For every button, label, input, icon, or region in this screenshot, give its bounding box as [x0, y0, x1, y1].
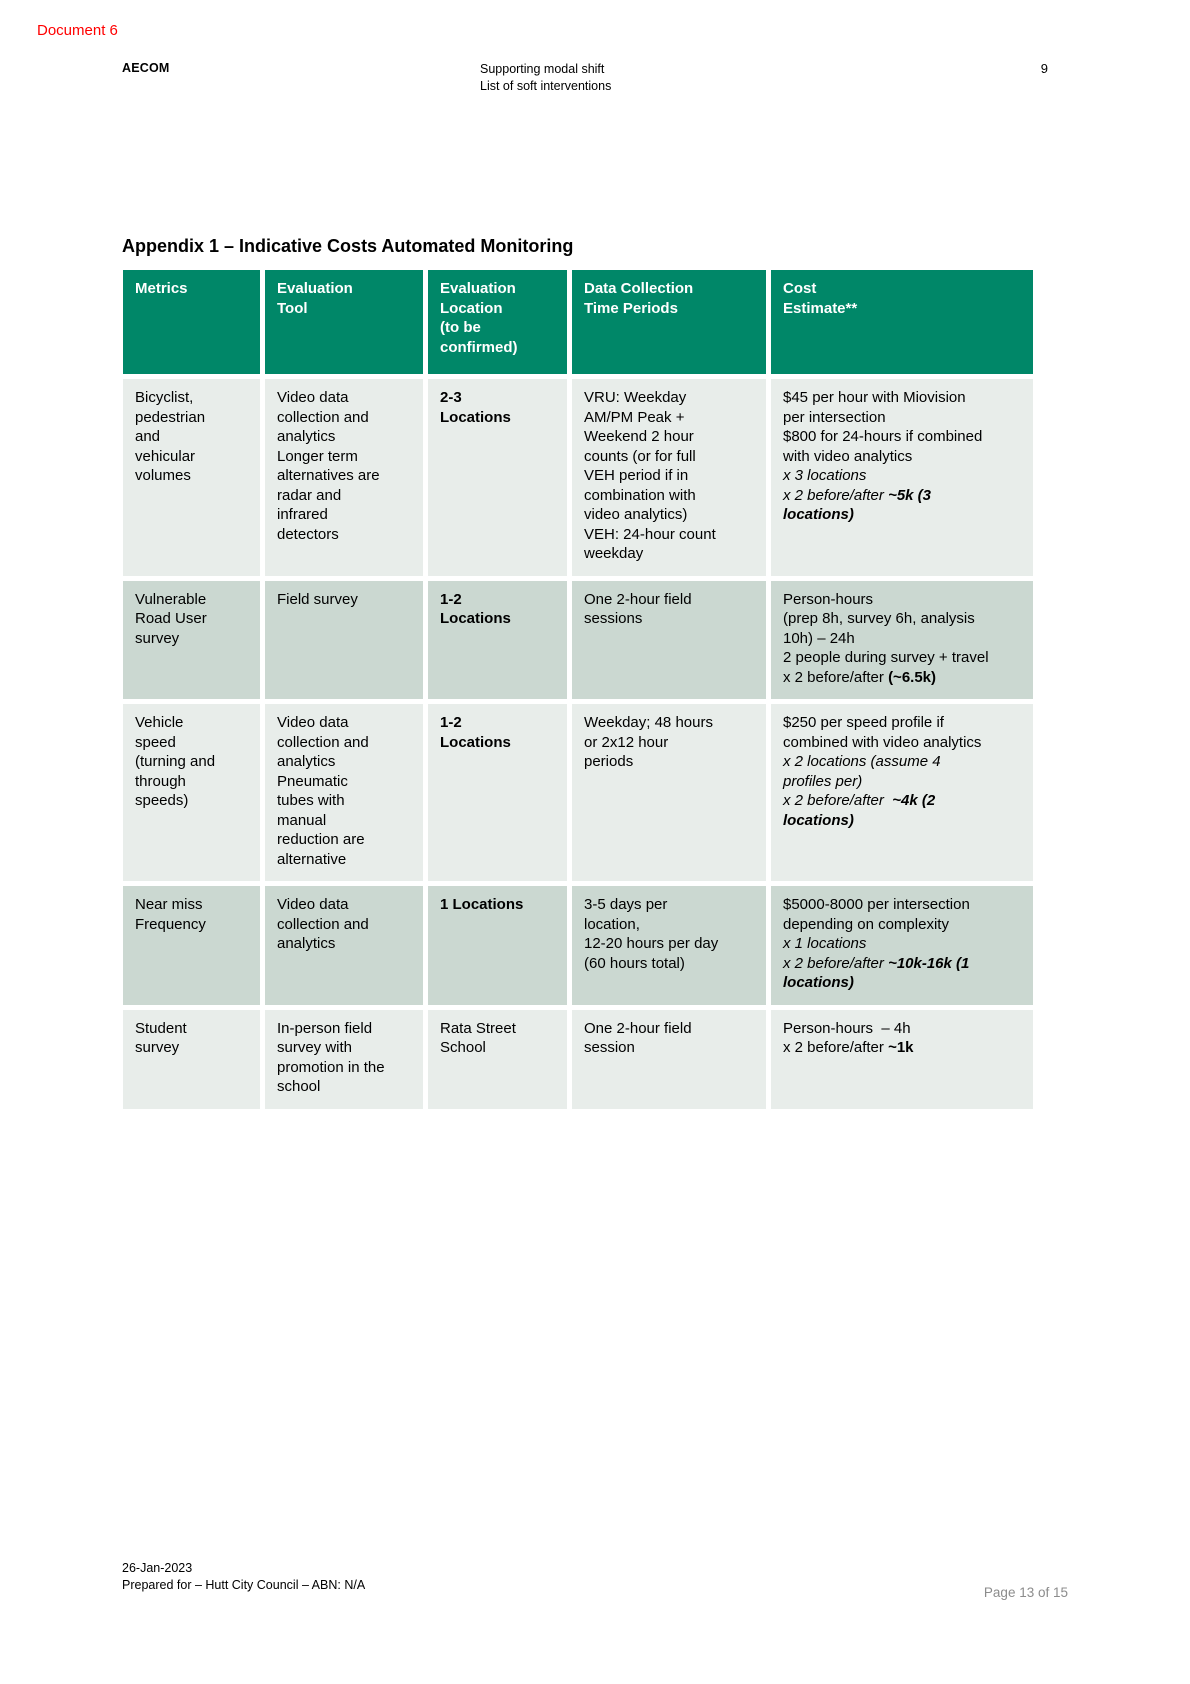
cell-line: analytics	[277, 428, 336, 445]
cell-line: speeds)	[135, 792, 189, 809]
cell-line: Pneumatic	[277, 772, 348, 790]
cell-line: Vehicle	[135, 714, 184, 731]
cell-metrics	[123, 379, 260, 576]
cell-line: manual	[277, 811, 327, 829]
cell-time_periods	[572, 704, 766, 881]
cell-line: analytics	[277, 753, 336, 770]
cell-line: Evaluation	[277, 280, 353, 297]
running-header-line1: Supporting modal shift	[480, 62, 605, 76]
cell-line: Person-hours	[783, 590, 874, 608]
cell-line: (turning and	[135, 753, 216, 770]
cell-cost	[771, 704, 1033, 881]
cell-line: with video analytics	[783, 447, 913, 465]
cell-line: counts (or for full	[584, 447, 696, 465]
cell-line: x 2 before/after ~1k	[783, 1039, 914, 1056]
cell-line: 1-2	[440, 714, 462, 731]
cell-line: Video data	[277, 714, 349, 731]
header-cell-metrics	[123, 270, 260, 374]
cell-location	[428, 1010, 567, 1109]
cell-line: Locations	[440, 733, 511, 751]
cell-line: x 2 before/after (~6.5k)	[783, 668, 937, 686]
cell-line: One 2-hour field	[584, 1019, 692, 1037]
footer-date: 26-Jan-2023	[122, 1561, 193, 1575]
cell-line: 3-5 days per	[584, 896, 668, 913]
cell-line: Location	[440, 299, 503, 317]
cell-cost	[771, 379, 1033, 576]
cell-line: $5000-8000 per intersection	[783, 896, 970, 913]
header-cell-location	[428, 270, 567, 374]
cell-line: confirmed)	[440, 338, 518, 356]
cell-time_periods	[572, 379, 766, 576]
cell-line: profiles per)	[783, 772, 863, 790]
cell-line: Longer term	[277, 447, 358, 465]
cell-line: Time Periods	[584, 299, 678, 317]
cell-cost	[771, 886, 1033, 1005]
cell-line: x 2 before/after ~10k-16k (1	[783, 954, 970, 972]
cell-line: x 2 locations (assume 4	[783, 753, 941, 770]
cell-line: depending on complexity	[783, 915, 949, 933]
cell-line: (to be	[440, 319, 481, 336]
cell-line: One 2-hour field	[584, 590, 692, 608]
cell-line: Frequency	[135, 915, 206, 933]
cell-metrics	[123, 704, 260, 881]
cell-tool	[265, 1010, 423, 1109]
cell-line: Metrics	[135, 280, 188, 297]
cell-line: session	[584, 1039, 635, 1056]
cell-line: $800 for 24-hours if combined	[783, 428, 983, 445]
cell-line: Evaluation	[440, 280, 516, 297]
cell-tool	[265, 704, 423, 881]
cell-line: through	[135, 772, 186, 790]
header-page-number: 9	[1040, 61, 1048, 76]
footer-prepared-for: Prepared for – Hutt City Council – ABN: N/A	[122, 1578, 366, 1592]
cell-line: Estimate**	[783, 299, 858, 317]
cell-line: x 2 before/after ~4k (2	[783, 792, 936, 809]
cell-line: School	[440, 1039, 486, 1056]
cell-line: 2 people during survey + travel	[783, 649, 989, 666]
cell-line: or 2x12 hour	[584, 733, 669, 751]
cell-line: radar and	[277, 486, 342, 504]
header-cell-time_periods	[572, 270, 766, 374]
cell-line: alternative	[277, 850, 347, 868]
cell-line: Weekday; 48 hours	[584, 714, 713, 731]
cost-table	[123, 270, 1033, 1109]
cell-metrics	[123, 1010, 260, 1109]
cell-location	[428, 886, 567, 1005]
footer-page-label: Page 13 of 15	[983, 1585, 1068, 1600]
running-header	[480, 61, 611, 95]
cell-line: infrared	[277, 506, 328, 523]
cell-line: AM/PM Peak +	[584, 408, 685, 426]
cell-line: video analytics)	[584, 506, 688, 523]
header-cell-tool	[265, 270, 423, 374]
cell-line: 1 Locations	[440, 896, 524, 913]
cell-line: (60 hours total)	[584, 954, 685, 972]
cell-line: Weekend 2 hour	[584, 428, 694, 445]
cell-line: Person-hours – 4h	[783, 1019, 911, 1037]
cell-line: VEH period if in	[584, 467, 689, 484]
cell-cost	[771, 581, 1033, 700]
cell-line: survey with	[277, 1039, 353, 1056]
cell-line: detectors	[277, 525, 339, 543]
cell-line: Vulnerable	[135, 590, 207, 608]
cell-line: and	[135, 428, 161, 445]
cell-line: 12-20 hours per day	[584, 935, 719, 952]
document-label: Document 6	[37, 22, 118, 39]
cell-line: 10h) – 24h	[783, 629, 855, 647]
cell-line: combination with	[584, 486, 696, 504]
cell-line: tubes with	[277, 792, 345, 809]
cell-line: collection and	[277, 408, 369, 426]
cell-line: Field survey	[277, 590, 358, 608]
page-title: Appendix 1 – Indicative Costs Automated Monitoring	[122, 236, 574, 256]
cell-line: analytics	[277, 935, 336, 952]
cell-location	[428, 581, 567, 700]
cell-line: promotion in the	[277, 1058, 385, 1076]
cell-line: locations)	[783, 811, 854, 829]
cell-location	[428, 379, 567, 576]
cell-cost	[771, 1010, 1033, 1109]
cell-time_periods	[572, 581, 766, 700]
cell-line: Student	[135, 1019, 187, 1037]
cell-line: sessions	[584, 610, 643, 627]
cell-metrics	[123, 581, 260, 700]
cell-line: VRU: Weekday	[584, 389, 687, 406]
cell-line: combined with video analytics	[783, 733, 982, 751]
cell-line: alternatives are	[277, 467, 380, 484]
cell-line: Bicyclist,	[135, 389, 194, 406]
cell-line: survey	[135, 1039, 180, 1056]
cell-line: weekday	[584, 545, 644, 562]
cell-line: collection and	[277, 915, 369, 933]
cell-line: locations)	[783, 974, 854, 991]
cell-tool	[265, 886, 423, 1005]
cell-line: volumes	[135, 467, 191, 484]
cell-line: speed	[135, 733, 176, 751]
cell-line: Video data	[277, 389, 349, 406]
cell-line: Video data	[277, 896, 349, 913]
cell-line: periods	[584, 753, 634, 770]
cell-line: Tool	[277, 299, 308, 317]
cell-line: Data Collection	[584, 280, 694, 297]
brand-name: AECOM	[122, 61, 170, 75]
cell-tool	[265, 581, 423, 700]
cell-line: Locations	[440, 408, 511, 426]
cell-metrics	[123, 886, 260, 1005]
cell-location	[428, 704, 567, 881]
cell-line: In-person field	[277, 1019, 373, 1037]
cell-line: Near miss	[135, 896, 203, 913]
cell-line: vehicular	[135, 447, 196, 465]
header-cell-cost	[771, 270, 1033, 374]
cell-line: (prep 8h, survey 6h, analysis	[783, 610, 975, 627]
cell-line: school	[277, 1078, 321, 1095]
cell-line: Cost	[783, 280, 817, 297]
running-header-line2: List of soft interventions	[480, 79, 612, 93]
cell-line: x 2 before/after ~5k (3	[783, 486, 932, 504]
cell-line: $45 per hour with Miovision	[783, 389, 966, 406]
cell-line: Locations	[440, 610, 511, 627]
cell-line: pedestrian	[135, 408, 206, 426]
cell-line: VEH: 24-hour count	[584, 525, 716, 543]
cell-line: locations)	[783, 506, 854, 523]
cell-line: Road User	[135, 610, 207, 627]
cell-time_periods	[572, 886, 766, 1005]
cell-line: reduction are	[277, 831, 365, 848]
cell-tool	[265, 379, 423, 576]
cell-line: collection and	[277, 733, 369, 751]
cell-line: x 1 locations	[783, 935, 867, 952]
cell-line: location,	[584, 915, 640, 933]
cell-line: 1-2	[440, 590, 462, 608]
cell-time_periods	[572, 1010, 766, 1109]
cell-line: survey	[135, 629, 180, 647]
cell-line: Rata Street	[440, 1019, 516, 1037]
cell-line: x 3 locations	[783, 467, 867, 484]
cell-line: 2-3	[440, 389, 462, 406]
cell-line: per intersection	[783, 408, 886, 426]
cell-line: $250 per speed profile if	[783, 714, 944, 731]
